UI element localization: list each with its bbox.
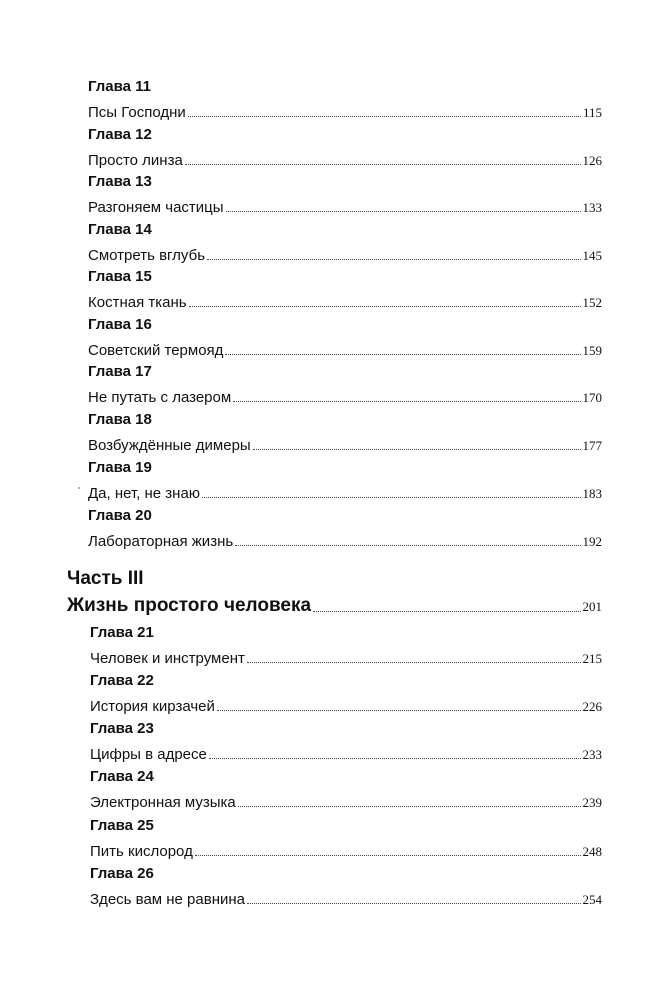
chapter-title: Костная ткань <box>88 294 187 311</box>
chapter-label: Глава 20 <box>88 507 152 524</box>
page-number: 126 <box>582 153 602 168</box>
part-title: Жизнь простого человека <box>67 595 312 616</box>
toc-part-3 <box>67 568 602 617</box>
page-number: 254 <box>582 892 602 907</box>
page-number: 183 <box>582 486 602 501</box>
scan-speck <box>78 487 80 489</box>
chapter-label: Глава 13 <box>88 173 152 190</box>
chapter-label: Глава 22 <box>90 672 154 689</box>
toc-entry-chapter-19 <box>88 459 602 504</box>
chapter-row <box>88 196 602 218</box>
chapter-label: Глава 17 <box>88 363 152 380</box>
chapter-title: Электронная музыка <box>90 794 236 811</box>
page-number: 233 <box>582 747 602 762</box>
chapter-label: Глава 11 <box>88 78 152 95</box>
page-number: 152 <box>582 295 602 310</box>
chapter-title: Человек и инструмент <box>90 650 245 667</box>
dot-leader <box>209 758 581 759</box>
dot-leader <box>226 211 581 212</box>
toc-entry-chapter-16 <box>88 316 602 361</box>
chapter-label: Глава 23 <box>90 720 154 737</box>
dot-leader <box>195 855 581 856</box>
chapter-title: Псы Господни <box>88 104 186 121</box>
dot-leader <box>247 662 581 663</box>
toc-entry-chapter-18 <box>88 411 602 456</box>
toc-entry-chapter-25 <box>90 817 602 862</box>
toc-entry-chapter-14 <box>88 221 602 266</box>
toc-entry-chapter-24 <box>90 768 602 813</box>
chapter-row <box>90 791 602 813</box>
page-number: 115 <box>582 105 602 120</box>
chapter-row <box>88 149 602 171</box>
chapter-label: Глава 12 <box>88 126 152 143</box>
chapter-title: Здесь вам не равнина <box>90 891 245 908</box>
toc-entry-chapter-15 <box>88 268 602 313</box>
page-number: 201 <box>582 599 602 614</box>
chapter-row <box>90 695 602 717</box>
chapter-label: Глава 26 <box>90 865 154 882</box>
chapter-title: Да, нет, не знаю <box>88 485 201 502</box>
chapter-label: Глава 24 <box>90 768 154 785</box>
chapter-title: История кирзачей <box>90 698 215 715</box>
chapter-title: Советский термояд <box>88 342 224 359</box>
toc-entry-chapter-23 <box>90 720 602 765</box>
part-row <box>67 593 602 617</box>
chapter-title: Лабораторная жизнь <box>88 533 234 550</box>
dot-leader <box>189 306 581 307</box>
page-number: 159 <box>582 343 602 358</box>
page-number: 192 <box>582 534 602 549</box>
dot-leader <box>217 710 581 711</box>
toc-entry-chapter-21 <box>90 624 602 669</box>
chapter-label: Глава 14 <box>88 221 152 238</box>
chapter-label: Глава 15 <box>88 268 152 285</box>
chapter-label: Глава 18 <box>88 411 152 428</box>
dot-leader <box>253 449 581 450</box>
dot-leader <box>247 903 581 904</box>
page-number: 133 <box>582 200 602 215</box>
chapter-title: Возбуждённые димеры <box>88 437 251 454</box>
chapter-title: Смотреть вглубь <box>88 247 206 264</box>
dot-leader <box>202 497 580 498</box>
toc-entry-chapter-20 <box>88 507 602 552</box>
dot-leader <box>225 354 580 355</box>
toc-entry-chapter-13 <box>88 173 602 218</box>
dot-leader <box>238 806 581 807</box>
dot-leader <box>185 164 581 165</box>
page-number: 177 <box>582 438 602 453</box>
page-number: 145 <box>582 248 602 263</box>
dot-leader <box>188 116 581 117</box>
chapter-row <box>88 386 602 408</box>
chapter-row <box>88 291 602 313</box>
chapter-label: Глава 16 <box>88 316 152 333</box>
chapter-title: Пить кислород <box>90 843 193 860</box>
chapter-row <box>88 482 602 504</box>
toc-entry-chapter-26 <box>90 865 602 910</box>
chapter-row <box>90 840 602 862</box>
chapter-label: Глава 25 <box>90 817 154 834</box>
chapter-label: Глава 21 <box>90 624 154 641</box>
chapter-title: Цифры в адресе <box>90 746 207 763</box>
chapter-title: Разгоняем частицы <box>88 199 224 216</box>
chapter-row <box>88 101 602 123</box>
chapter-row <box>90 647 602 669</box>
dot-leader <box>233 401 580 402</box>
chapter-label: Глава 19 <box>88 459 152 476</box>
page-number: 248 <box>582 844 602 859</box>
page-number: 239 <box>582 795 602 810</box>
chapter-row <box>88 339 602 361</box>
chapter-row <box>88 434 602 456</box>
chapter-row <box>90 888 602 910</box>
part-label: Часть III <box>67 568 144 589</box>
dot-leader <box>313 611 580 612</box>
page-number: 215 <box>582 651 602 666</box>
page-number: 170 <box>582 390 602 405</box>
chapter-row <box>88 244 602 266</box>
chapter-row <box>90 743 602 765</box>
dot-leader <box>207 259 580 260</box>
chapter-row <box>88 530 602 552</box>
chapter-title: Не путать с лазером <box>88 389 232 406</box>
dot-leader <box>235 545 580 546</box>
toc-entry-chapter-22 <box>90 672 602 717</box>
page-number: 226 <box>582 699 602 714</box>
toc-entry-chapter-11 <box>88 78 602 123</box>
toc-entry-chapter-17 <box>88 363 602 408</box>
toc-entry-chapter-12 <box>88 126 602 171</box>
chapter-title: Просто линза <box>88 152 183 169</box>
